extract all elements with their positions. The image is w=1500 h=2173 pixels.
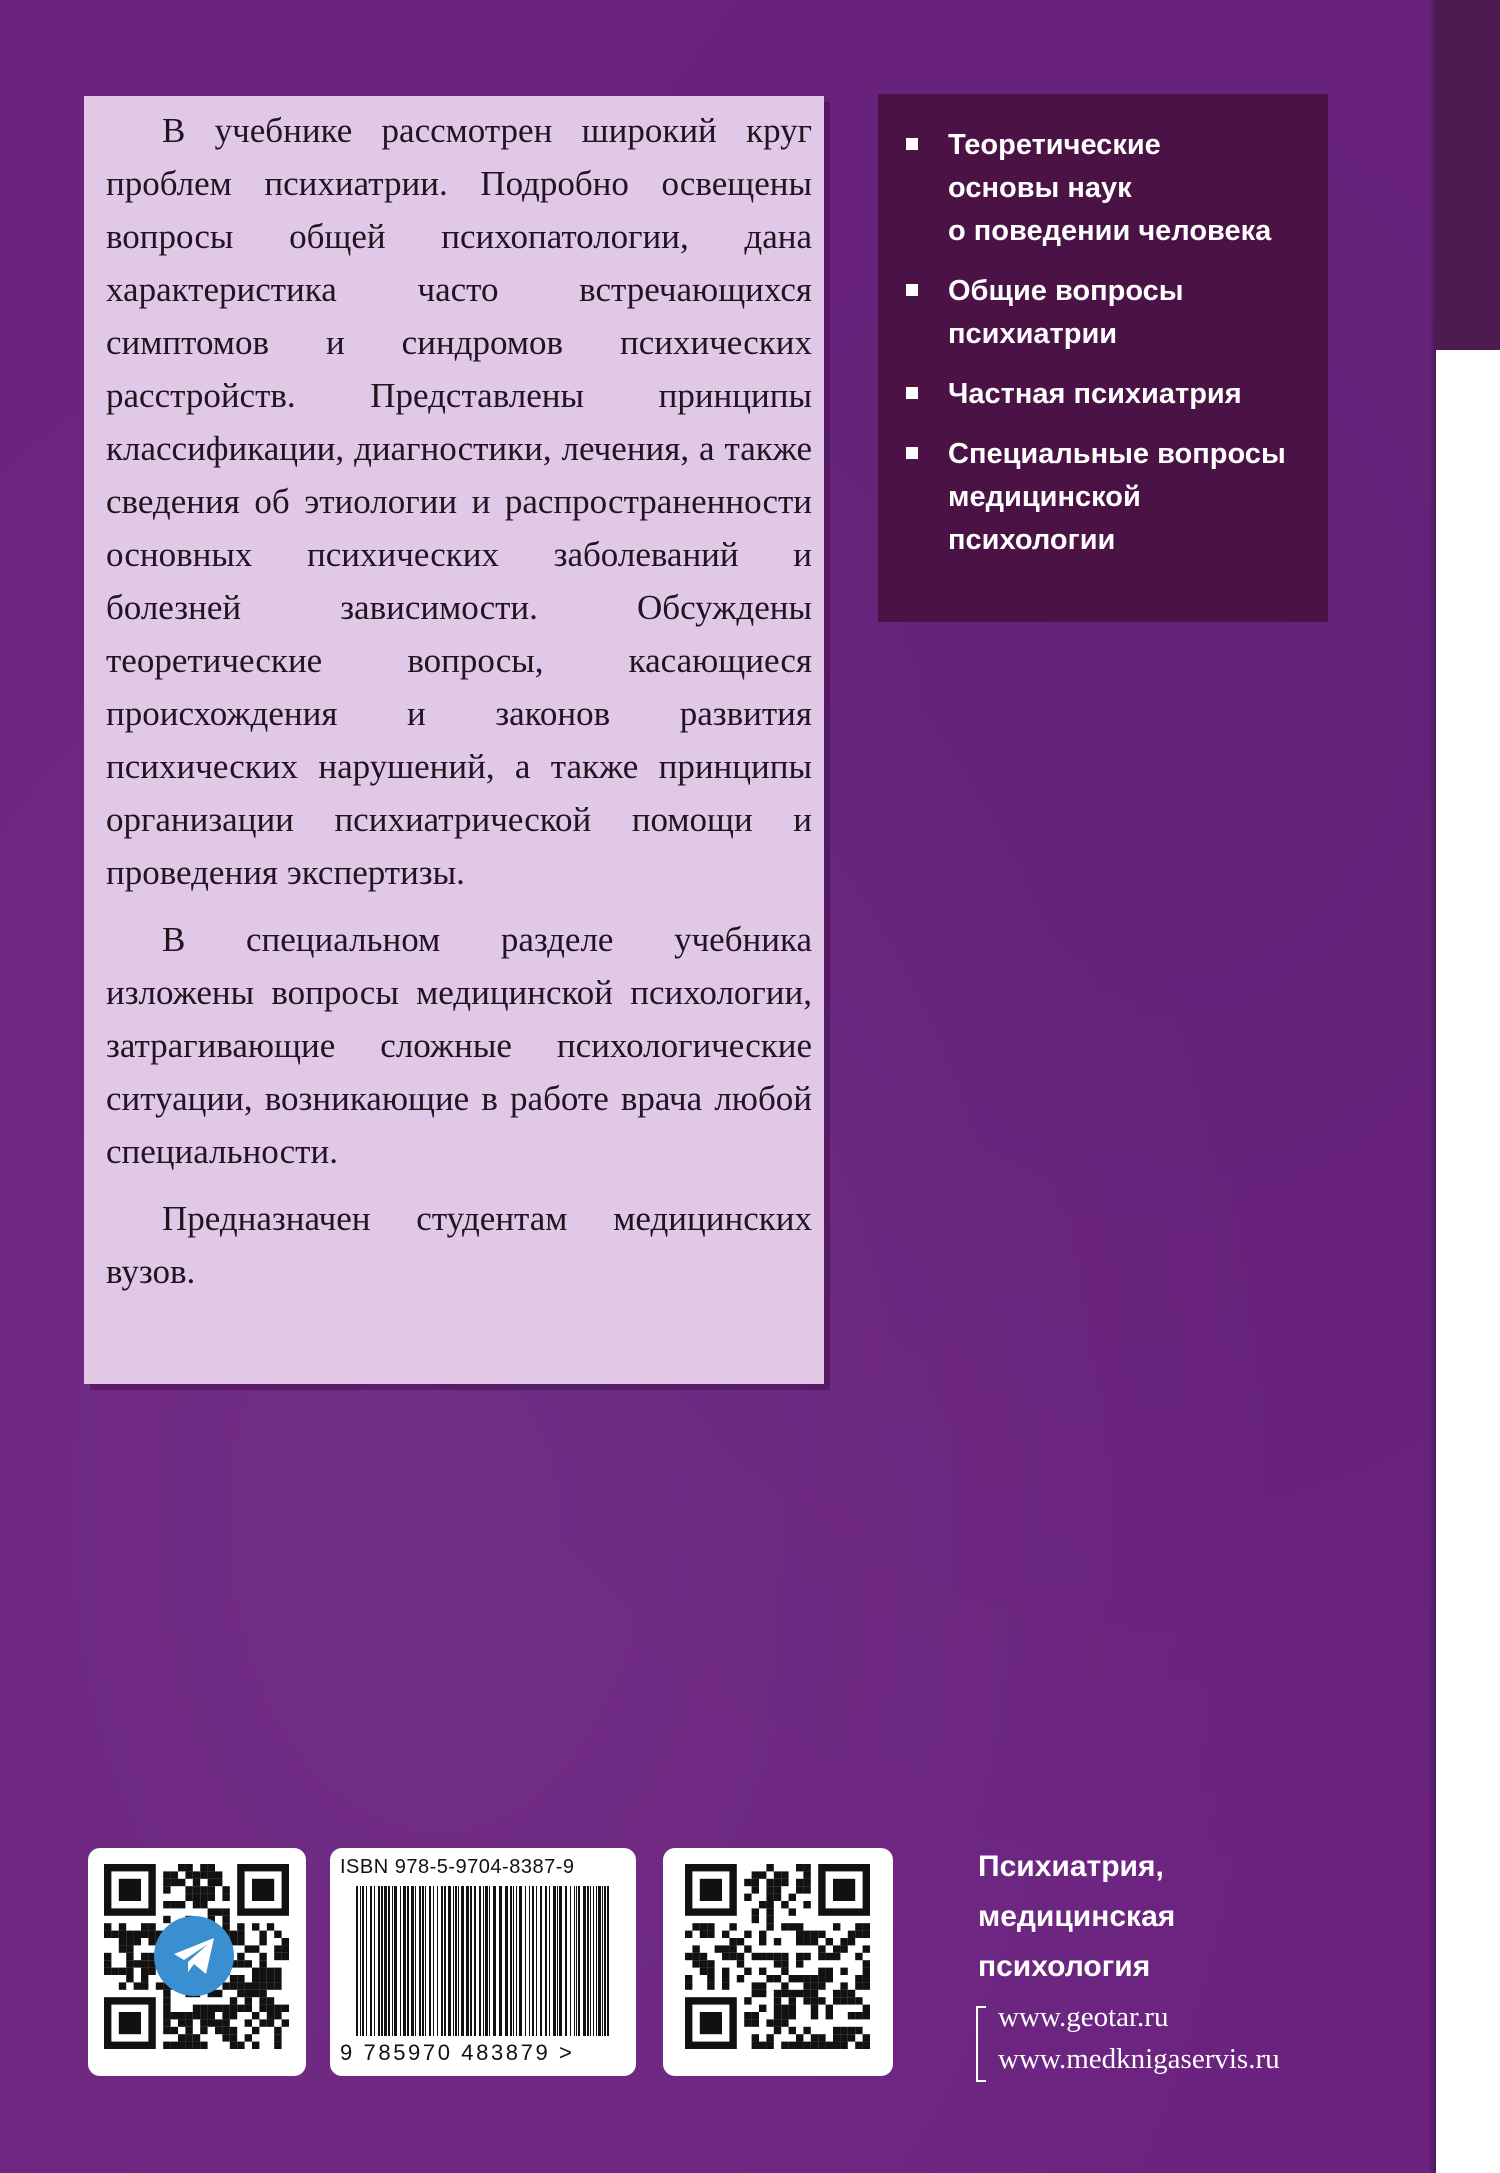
isbn-label: ISBN 978-5-9704-8387-9 [340, 1856, 575, 1878]
description-box [84, 96, 824, 1384]
topic-label: Частная психиатрия [948, 378, 1242, 410]
topic-label: Специальные вопросы медицинской психологии [948, 438, 1286, 556]
topic-item [906, 433, 1310, 562]
topic-item [906, 124, 1310, 253]
telegram-icon [154, 1916, 234, 1996]
description-paragraph: В специальном разделе учебника изложены вопросы медицинской психологии, затрагивающие сложные психологические ситуации, возникающие в работе врача любой специальности. [106, 920, 812, 1171]
website-link[interactable]: www.medknigaservis.ru [998, 2043, 1280, 2075]
barcode-icon [352, 1886, 616, 2038]
topic-item [906, 270, 1310, 356]
description-paragraph: В учебнике рассмотрен широкий круг проблем психиатрии. Подробно освещены вопросы общей психопатологии, дана характеристика часто встречающихся симптомов и синдромов психических расстройств. Представлены принципы классификации, диагностики, лечения, а также сведения об этиологии и распространенности основных психических заболеваний и болезней зависимости. Обсуждены теоретические вопросы, касающиеся происхождения и законов развития психических нарушений, а также принципы организации психиатрической помощи и проведения экспертизы. [106, 111, 812, 892]
bullet-square-icon [906, 138, 918, 150]
telegram-qr-panel [88, 1848, 306, 2076]
website-links [998, 1996, 1280, 2080]
topics-box [878, 94, 1328, 622]
website-qr-panel [663, 1848, 893, 2076]
topic-label: Теоретические основы наук о поведении человека [948, 129, 1272, 247]
genre-label: Психиатрия, медицинская психология [978, 1850, 1176, 1983]
isbn-barcode-panel [330, 1848, 636, 2076]
bullet-square-icon [906, 447, 918, 459]
qr-code-icon [685, 1864, 871, 2060]
spine-tab [1436, 0, 1500, 350]
paper-plane-icon [172, 1936, 216, 1976]
bullet-square-icon [906, 387, 918, 399]
bracket-decoration [976, 2006, 986, 2082]
website-link[interactable]: www.geotar.ru [998, 2001, 1169, 2033]
spine-shadow [1428, 0, 1436, 2173]
topic-item [906, 373, 1310, 416]
topic-label: Общие вопросы психиатрии [948, 275, 1184, 350]
description-paragraph: Предназначен студентам медицинских вузов. [106, 1199, 812, 1291]
barcode-digits: 9 785970 483879 > [340, 2040, 575, 2065]
bullet-square-icon [906, 284, 918, 296]
